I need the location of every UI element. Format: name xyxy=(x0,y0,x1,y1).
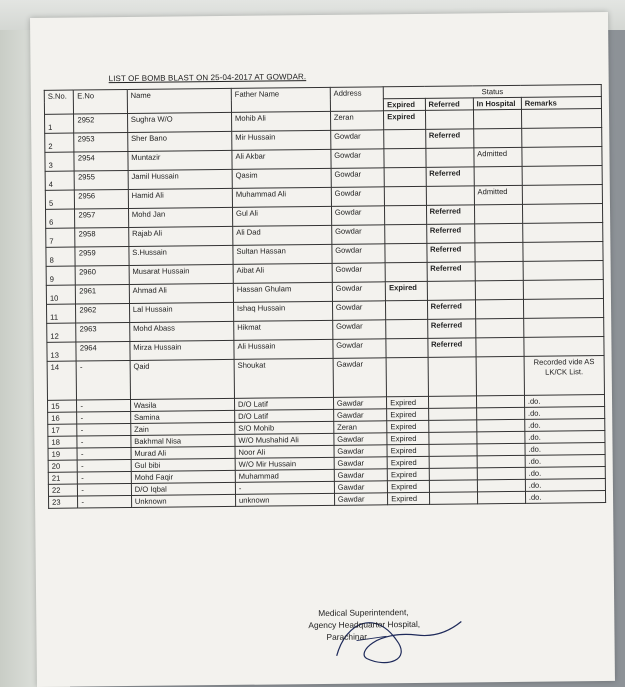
cell-eno: 2959 xyxy=(75,246,129,266)
header-referred: Referred xyxy=(425,98,473,111)
cell-eno: 2953 xyxy=(74,132,128,152)
cell-eno: - xyxy=(77,399,131,412)
document-title: LIST OF BOMB BLAST ON 25-04-2017 AT GOWDAR. xyxy=(108,72,307,84)
cell-address: Gawdar xyxy=(334,469,388,482)
cell-hospital xyxy=(477,491,525,504)
cell-expired xyxy=(385,243,427,262)
cell-name: Lal Hussain xyxy=(129,302,233,322)
cell-expired: Expired xyxy=(388,492,430,504)
cell-address: Gowdar xyxy=(331,149,385,169)
cell-expired xyxy=(386,338,428,357)
cell-hospital xyxy=(477,431,525,444)
cell-eno: - xyxy=(76,360,130,400)
cell-sno: 2 xyxy=(45,133,75,152)
cell-name: Gul bibi xyxy=(131,458,235,471)
cell-name: Bakhmal Nisa xyxy=(131,434,235,447)
cell-name: Qaid xyxy=(130,359,235,399)
cell-address: Gowdar xyxy=(332,282,386,302)
cell-referred xyxy=(429,456,477,469)
cell-father: Noor Ali xyxy=(235,445,334,458)
cell-name: Mirza Hussain xyxy=(130,340,234,360)
cell-expired: Expired xyxy=(387,432,429,444)
cell-name: Mohd Faqir xyxy=(131,470,235,483)
cell-address: Gowdar xyxy=(332,320,386,340)
header-remarks: Remarks xyxy=(521,97,601,110)
cell-sno: 20 xyxy=(48,460,77,472)
cell-hospital xyxy=(474,204,522,224)
cell-referred: Referred xyxy=(425,129,473,149)
cell-sno: 21 xyxy=(48,472,77,484)
cell-expired: Expired xyxy=(388,480,430,492)
cell-father: - xyxy=(235,481,334,494)
cell-remarks xyxy=(523,318,603,338)
cell-expired xyxy=(386,357,428,396)
cell-father: D/O Latif xyxy=(235,409,334,422)
cell-hospital xyxy=(477,467,525,480)
cell-remarks: .do. xyxy=(525,479,605,492)
cell-eno: - xyxy=(78,495,132,508)
cell-sno: 23 xyxy=(49,496,78,508)
cell-name: Rajab Ali xyxy=(128,226,232,246)
header-father-name: Father Name xyxy=(231,87,330,112)
cell-referred xyxy=(427,281,475,301)
cell-hospital xyxy=(476,356,524,396)
cell-sno: 14 xyxy=(47,361,77,400)
cell-referred xyxy=(425,148,473,168)
cell-remarks: .do. xyxy=(525,443,605,456)
cell-address: Zeran xyxy=(334,421,388,434)
signature-hospital: Agency Headquarter Hospital, xyxy=(308,618,421,631)
cell-hospital: Admitted xyxy=(474,185,522,205)
cell-referred: Referred xyxy=(426,205,474,225)
cell-hospital xyxy=(475,318,523,338)
cell-eno: - xyxy=(78,483,132,496)
cell-remarks xyxy=(523,261,603,281)
cell-address: Gowdar xyxy=(332,263,386,283)
cell-name: Musarat Hussain xyxy=(129,264,233,284)
header-in-hospital: In Hospital xyxy=(473,97,521,110)
cell-father: Muhammad xyxy=(235,469,334,482)
cell-address: Gowdar xyxy=(331,206,385,226)
cell-name: Hamid Ali xyxy=(128,188,232,208)
cell-sno: 11 xyxy=(46,304,76,323)
cell-address: Gowdar xyxy=(333,339,387,359)
cell-eno: 2963 xyxy=(76,322,130,342)
cell-address: Gawdar xyxy=(334,493,388,506)
cell-hospital xyxy=(474,223,522,243)
cell-sno: 17 xyxy=(48,424,77,436)
cell-remarks xyxy=(522,223,602,243)
cell-name: S.Hussain xyxy=(129,245,233,265)
header-address: Address xyxy=(330,87,384,112)
cell-referred: Referred xyxy=(427,319,475,339)
cell-referred: Referred xyxy=(426,243,474,263)
cell-name: Muntazir xyxy=(128,150,232,170)
cell-eno: 2956 xyxy=(75,189,129,209)
cell-referred xyxy=(429,492,477,505)
cell-referred: Referred xyxy=(427,300,475,320)
cell-referred: Referred xyxy=(426,224,474,244)
cell-eno: 2962 xyxy=(76,303,130,323)
cell-address: Gowdar xyxy=(331,187,385,207)
cell-eno: 2958 xyxy=(75,227,129,247)
cell-remarks xyxy=(523,242,603,262)
cell-referred xyxy=(428,357,476,397)
cell-remarks xyxy=(521,128,601,148)
cell-expired xyxy=(385,205,427,224)
cell-address: Gowdar xyxy=(330,130,384,150)
cell-remarks xyxy=(524,337,604,357)
cell-remarks: .do. xyxy=(524,419,604,432)
cell-father: W/O Mushahid Ali xyxy=(235,433,334,446)
cell-remarks xyxy=(522,204,602,224)
cell-referred: Referred xyxy=(427,338,475,358)
cell-expired: Expired xyxy=(384,110,426,129)
cell-remarks xyxy=(523,280,603,300)
cell-father: S/O Mohib xyxy=(235,421,334,434)
cell-father: Shoukat xyxy=(234,358,333,398)
cell-remarks: .do. xyxy=(525,490,605,503)
cell-sno: 3 xyxy=(45,152,75,171)
cell-address: Gowdar xyxy=(331,225,385,245)
cell-expired xyxy=(385,224,427,243)
cell-name: Ahmad Ali xyxy=(129,283,233,303)
cell-name: Mohd Abass xyxy=(129,321,233,341)
cell-sno: 18 xyxy=(48,436,77,448)
cell-eno: 2961 xyxy=(76,284,130,304)
cell-eno: 2957 xyxy=(75,208,129,228)
cell-father: Hassan Ghulam xyxy=(233,282,332,302)
cell-remarks: .do. xyxy=(525,455,605,468)
cell-remarks xyxy=(523,299,603,319)
cell-expired xyxy=(384,129,426,148)
cell-remarks: .do. xyxy=(524,407,604,420)
cell-address: Gowdar xyxy=(332,301,386,321)
signature-block xyxy=(308,606,420,643)
lower-rows xyxy=(48,395,606,509)
cell-remarks xyxy=(522,147,602,167)
cell-hospital xyxy=(473,109,521,129)
cell-eno: 2964 xyxy=(76,341,130,361)
cell-expired: Expired xyxy=(387,396,429,408)
cell-eno: 2960 xyxy=(75,265,129,285)
cell-remarks: .do. xyxy=(525,431,605,444)
cell-father: Qasim xyxy=(232,168,331,188)
cell-address: Gawdar xyxy=(334,481,388,494)
cell-sno: 13 xyxy=(47,342,77,361)
cell-sno: 4 xyxy=(45,171,75,190)
cell-expired xyxy=(384,148,426,167)
cell-sno: 8 xyxy=(46,247,76,266)
cell-eno: - xyxy=(77,447,131,460)
cell-referred: Referred xyxy=(427,262,475,282)
upper-rows xyxy=(45,109,605,362)
cell-sno: 7 xyxy=(46,228,76,247)
cell-address: Gawdar xyxy=(333,358,387,398)
cell-father: Ali Dad xyxy=(233,225,332,245)
cell-hospital xyxy=(477,455,525,468)
cell-father: W/O Mir Hussain xyxy=(235,457,334,470)
cell-hospital xyxy=(475,261,523,281)
cell-eno: - xyxy=(77,423,131,436)
cell-remarks xyxy=(521,109,601,129)
cell-hospital: Admitted xyxy=(474,147,522,167)
header-name: Name xyxy=(127,88,231,113)
cell-address: Gawdar xyxy=(333,409,387,422)
header-sno: S.No. xyxy=(44,90,74,114)
cell-hospital xyxy=(475,280,523,300)
cell-name: Mohd Jan xyxy=(128,207,232,227)
cell-hospital xyxy=(476,337,524,357)
cell-referred xyxy=(428,420,476,433)
cell-eno: 2952 xyxy=(74,113,128,133)
cell-hospital xyxy=(475,299,523,319)
row-14 xyxy=(47,356,604,401)
cell-hospital xyxy=(473,128,521,148)
cell-name: Jamil Hussain xyxy=(128,169,232,189)
cell-sno: 9 xyxy=(46,266,76,285)
cell-hospital xyxy=(477,443,525,456)
cell-hospital xyxy=(476,407,524,420)
cell-referred xyxy=(426,186,474,206)
cell-referred xyxy=(425,110,473,130)
cell-father: Hikmat xyxy=(234,320,333,340)
cell-expired: Expired xyxy=(386,281,428,300)
cell-address: Gowdar xyxy=(332,244,386,264)
cell-remarks xyxy=(522,166,602,186)
cell-name: D/O Iqbal xyxy=(131,482,235,495)
cell-father: Ali Hussain xyxy=(234,339,333,359)
cell-address: Gowdar xyxy=(331,168,385,188)
cell-father: unknown xyxy=(235,493,334,506)
cell-name: Wasila xyxy=(130,398,234,411)
header-eno: E.No xyxy=(74,89,128,114)
cell-father: Mir Hussain xyxy=(232,130,331,150)
cell-expired xyxy=(385,262,427,281)
cell-expired xyxy=(384,167,426,186)
cell-expired xyxy=(386,300,428,319)
cell-sno: 6 xyxy=(46,209,76,228)
cell-father: Muhammad Ali xyxy=(232,187,331,207)
signature-title: Medical Superintendent, xyxy=(318,607,409,619)
cell-sno: 16 xyxy=(48,412,77,424)
cell-address: Gawdar xyxy=(334,445,388,458)
cell-sno: 15 xyxy=(48,400,77,412)
cell-eno: - xyxy=(78,471,132,484)
header-status: Status xyxy=(383,85,601,99)
header-expired: Expired xyxy=(384,98,426,110)
cell-hospital xyxy=(476,395,524,408)
cell-name: Unknown xyxy=(131,494,235,507)
cell-referred xyxy=(429,468,477,481)
cell-remarks: .do. xyxy=(525,467,605,480)
cell-expired: Expired xyxy=(387,444,429,456)
cell-eno: 2954 xyxy=(74,151,128,171)
cell-expired xyxy=(385,186,427,205)
cell-father: Ishaq Hussain xyxy=(233,301,332,321)
signature-location: Parachinar. xyxy=(326,631,369,642)
cell-referred xyxy=(428,396,476,409)
cell-hospital xyxy=(477,479,525,492)
cell-sno: 5 xyxy=(45,190,75,209)
casualty-table xyxy=(44,84,606,509)
cell-eno: - xyxy=(78,459,132,472)
cell-address: Gawdar xyxy=(334,433,388,446)
cell-hospital xyxy=(474,166,522,186)
cell-referred xyxy=(428,408,476,421)
cell-expired: Expired xyxy=(387,456,429,468)
cell-referred: Referred xyxy=(426,167,474,187)
cell-hospital xyxy=(476,419,524,432)
cell-remarks xyxy=(522,185,602,205)
cell-father: Gul Ali xyxy=(232,206,331,226)
cell-sno: 19 xyxy=(48,448,77,460)
cell-referred xyxy=(428,432,476,445)
document-page xyxy=(30,12,615,687)
cell-sno: 1 xyxy=(45,114,75,133)
cell-address: Gawdar xyxy=(334,457,388,470)
cell-address: Gawdar xyxy=(333,397,387,410)
cell-hospital xyxy=(475,242,523,262)
cell-expired: Expired xyxy=(387,420,429,432)
cell-sno: 12 xyxy=(47,323,77,342)
cell-name: Sher Bano xyxy=(128,131,232,151)
cell-father: Aibat Ali xyxy=(233,263,332,283)
cell-sno: 22 xyxy=(48,484,77,496)
cell-expired: Expired xyxy=(387,468,429,480)
cell-father: Ali Akbar xyxy=(232,149,331,169)
cell-father: Sultan Hassan xyxy=(233,244,332,264)
cell-name: Samina xyxy=(130,410,234,423)
cell-name: Murad Ali xyxy=(131,446,235,459)
cell-eno: - xyxy=(77,435,131,448)
cell-referred xyxy=(429,480,477,493)
cell-remarks: .do. xyxy=(524,395,604,408)
cell-remarks: Recorded vide AS LK/CK List. xyxy=(524,356,605,396)
cell-eno: - xyxy=(77,411,131,424)
cell-eno: 2955 xyxy=(74,170,128,190)
cell-father: Mohib Ali xyxy=(231,111,330,131)
cell-address: Zeran xyxy=(330,111,384,131)
cell-expired: Expired xyxy=(387,408,429,420)
cell-sno: 10 xyxy=(46,285,76,304)
cell-referred xyxy=(429,444,477,457)
cell-expired xyxy=(386,319,428,338)
cell-name: Sughra W/O xyxy=(127,112,231,132)
cell-father: D/O Latif xyxy=(234,397,333,410)
cell-name: Zain xyxy=(131,422,235,435)
